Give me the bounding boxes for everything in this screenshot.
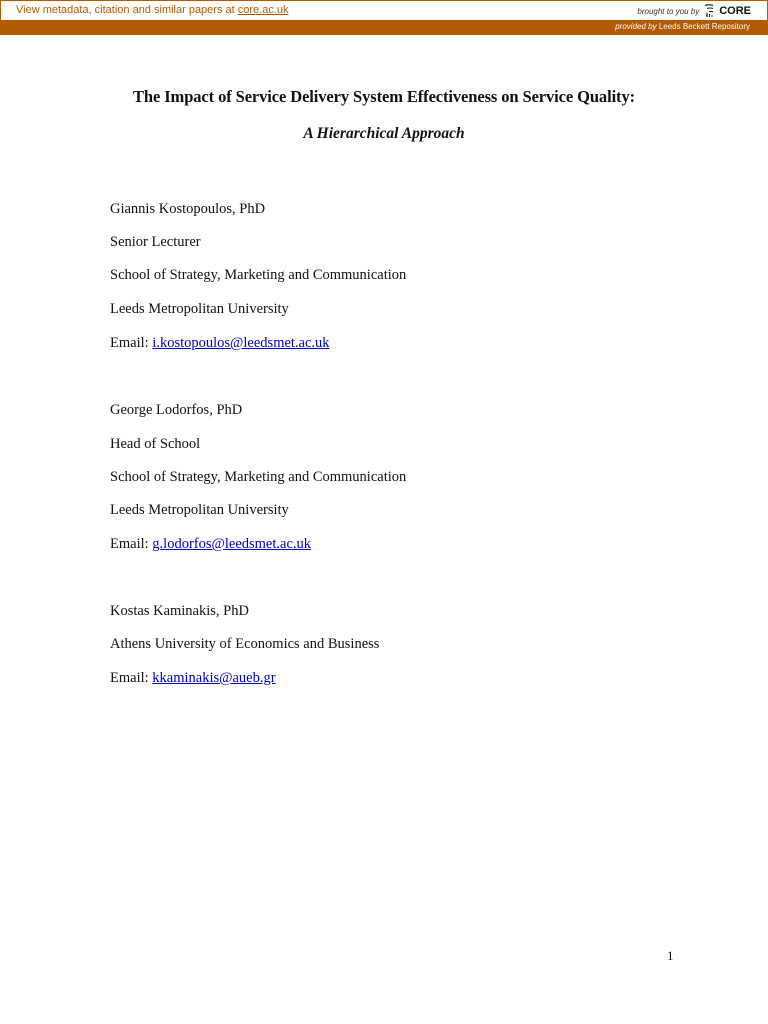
email-label: Email: [110,335,153,351]
author-1-email-line [110,335,330,352]
page-number: 1 [667,948,674,963]
author-3-email-line [110,670,276,687]
author-1-school: School of Strategy, Marketing and Communication [110,267,407,283]
core-logo-icon [703,4,715,18]
brought-to-you-text: brought to you by [637,6,700,16]
author-2-name: George Lodorfos, PhD [110,402,243,418]
provided-by-label: provided by [615,22,657,31]
author-1-role: Senior Lecturer [110,234,201,250]
author-2-role: Head of School [110,436,201,452]
core-metadata-notice [16,4,289,16]
core-metadata-text: View metadata, citation and similar papers at [16,4,238,16]
email-label: Email: [110,670,153,686]
core-banner-bottom [0,20,768,35]
author-1-university: Leeds Metropolitan University [110,301,289,317]
author-1-name: Giannis Kostopoulos, PhD [110,201,266,217]
provided-by-notice[interactable] [615,22,750,31]
core-link[interactable]: core.ac.uk [237,4,289,16]
author-2-university: Leeds Metropolitan University [110,502,289,518]
paper-title: The Impact of Service Delivery System Effectiveness on Service Quality: [133,87,635,106]
author-2-email-link[interactable]: g.lodorfos@leedsmet.ac.uk [152,536,312,552]
paper-subtitle: A Hierarchical Approach [303,125,465,142]
email-label: Email: [110,536,153,552]
provided-by-source: Leeds Beckett Repository [658,22,750,31]
author-2-email-line [110,536,311,553]
author-1-email-link[interactable]: i.kostopoulos@leedsmet.ac.uk [152,335,330,351]
core-banner [0,0,768,35]
core-brand[interactable] [637,3,751,19]
author-3-name: Kostas Kaminakis, PhD [110,603,249,619]
core-banner-top [0,0,768,20]
core-name: CORE [719,5,751,17]
author-2-school: School of Strategy, Marketing and Communication [110,469,407,485]
author-3-email-link[interactable]: kkaminakis@aueb.gr [152,670,276,686]
author-3-university: Athens University of Economics and Business [110,636,380,652]
